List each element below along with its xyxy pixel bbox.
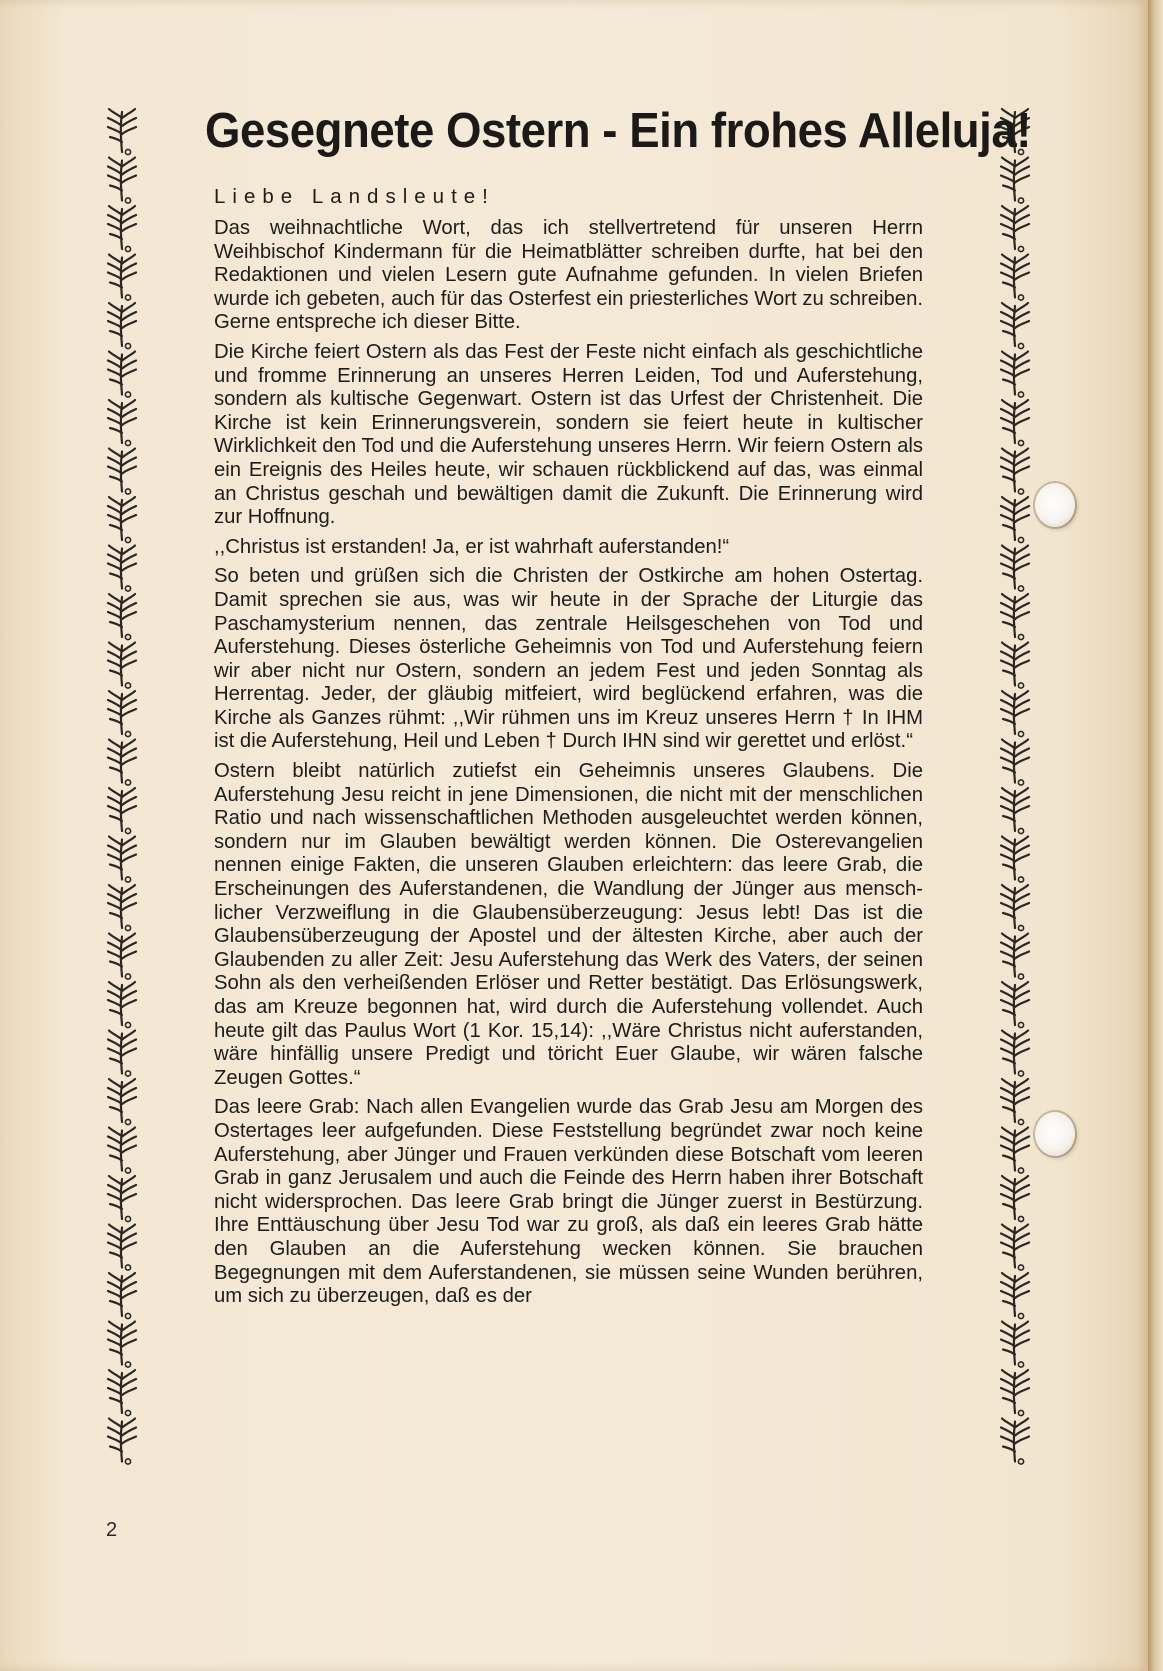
palm-branch-icon <box>108 400 136 446</box>
palm-branch-icon <box>108 1128 136 1174</box>
palm-branch-icon <box>108 1176 136 1222</box>
palm-branch-icon <box>1001 885 1029 931</box>
palm-branch-icon <box>108 1322 136 1368</box>
palm-branch-icon <box>108 1370 136 1416</box>
punch-hole <box>1035 1112 1075 1156</box>
palm-branch-icon <box>108 255 136 301</box>
palm-branch-icon <box>108 158 136 204</box>
paragraph: Das leere Grab: Nach allen Evangelien wurde das Grab Jesu am Morgen des Ostertages leer aufgefunden. Diese Feststellung begründet zwar noch keine Auferstehung, aber Jünger und Frauen verkünden diese Botschaft vom leeren Grab in ganz Jerusalem und auch die Feinde des Herrn haben ihrer Botschaft nicht widersprochen. Das leere Grab bringt die Jünger zuerst in Bestürzung. Ihre Enttäuschung über Jesu Tod war zu groß, als daß ein leeres Grab hätte den Glauben an die Auferstehung wecken können. Sie brauchen Begegnungen mit dem Auferstandenen, sie müssen seine Wunden berühren, um sich zu überzeugen, daß es der <box>214 1096 923 1308</box>
palm-branch-icon <box>1001 1225 1029 1271</box>
palm-branch-icon <box>1001 449 1029 495</box>
palm-branch-icon <box>1001 1322 1029 1368</box>
palm-branch-icon <box>1001 1176 1029 1222</box>
palm-branch-icon <box>108 352 136 398</box>
palm-branch-icon <box>1001 594 1029 640</box>
palm-branch-icon <box>1001 1419 1029 1465</box>
punch-hole <box>1035 483 1075 527</box>
palm-branch-icon <box>108 1031 136 1077</box>
palm-branch-icon <box>1001 255 1029 301</box>
paragraph: Die Kirche feiert Ostern als das Fest der Feste nicht einfach als geschichtliche und fromme Erinnerung an unseres Herren Leiden, Tod und Auferstehung, sondern als kultische Gegenwart. Ostern ist das Urfest der Christenheit. Die Kirche ist kein Erinnerungsverein, sondern sie feiert heute in kultischer Wirklichkeit den Tod und die Auferstehung unseres Herrn. Wir feiern Ostern als ein Ereignis des Heiles heute, wir schauen rückblickend auf das, was einmal an Christus geschah und bewältigen damit die Zukunft. Die Erinnerung wird zur Hoffnung. <box>214 340 923 529</box>
article-body <box>214 217 923 1315</box>
palm-branch-icon <box>108 1079 136 1125</box>
palm-branch-icon <box>1001 1128 1029 1174</box>
palm-branch-icon <box>108 594 136 640</box>
left-ornamental-border <box>106 108 138 1483</box>
palm-branch-icon <box>108 982 136 1028</box>
palm-branch-icon <box>106 108 138 1483</box>
palm-branch-icon <box>1001 158 1029 204</box>
palm-branch-icon <box>1001 1273 1029 1319</box>
palm-branch-icon <box>999 108 1031 1483</box>
palm-branch-icon <box>1001 691 1029 737</box>
palm-branch-icon <box>1001 740 1029 786</box>
palm-branch-icon <box>108 497 136 543</box>
palm-branch-icon <box>108 546 136 592</box>
palm-branch-icon <box>108 934 136 980</box>
page-edge <box>1148 0 1163 1671</box>
palm-branch-icon <box>1001 982 1029 1028</box>
page-number: 2 <box>106 1519 118 1541</box>
palm-branch-icon <box>1001 788 1029 834</box>
palm-branch-icon <box>108 788 136 834</box>
palm-branch-icon <box>1001 837 1029 883</box>
palm-branch-icon <box>1001 546 1029 592</box>
paragraph: So beten und grüßen sich die Christen der Ostkirche am hohen Ostertag. Damit sprechen sie aus, was wir heute in der Sprache der Liturgie das Paschamysterium nennen, das zentrale Heilsgeschehen von Tod und Auferstehung. Dieses österliche Geheimnis von Tod und Auferstehung feiern wir aber nicht nur Ostern, sondern an jedem Fest und jeden Sonntag als Herrentag. Jeder, der gläubig mitfeiert, wird beglückend erfahren, was die Kirche als Ganzes rühmt: ,,Wir rühmen uns im Kreuz unseres Herrn † In IHM ist die Auferstehung, Heil und Leben † Durch IHN sind wir gerettet und erlöst.“ <box>214 565 923 753</box>
palm-branch-icon <box>1001 643 1029 689</box>
palm-branch-icon <box>108 691 136 737</box>
palm-branch-icon <box>1001 1079 1029 1125</box>
palm-branch-icon <box>1001 934 1029 980</box>
right-ornamental-border <box>999 108 1031 1483</box>
palm-branch-icon <box>1001 497 1029 543</box>
palm-branch-icon <box>1001 1370 1029 1416</box>
palm-branch-icon <box>108 449 136 495</box>
palm-branch-icon <box>108 643 136 689</box>
palm-branch-icon <box>108 1419 136 1465</box>
palm-branch-icon <box>1001 303 1029 349</box>
palm-branch-icon <box>108 837 136 883</box>
palm-branch-icon <box>108 885 136 931</box>
palm-branch-icon <box>108 109 136 155</box>
paragraph: Das weihnachtliche Wort, das ich stellvertretend für unseren Herrn Weihbischof Kindermann für die Heimatblätter schreiben durfte, hat bei den Redaktionen und vielen Lesern gute Aufnahme gefunden. In vielen Briefen wurde ich gebeten, auch für das Osterfest ein priesterliches Wort zu schreiben. Gerne entspreche ich dieser Bitte. <box>214 217 923 334</box>
palm-branch-icon <box>108 1273 136 1319</box>
greeting: Liebe Landsleute! <box>214 185 495 208</box>
palm-branch-icon <box>1001 1031 1029 1077</box>
palm-branch-icon <box>108 303 136 349</box>
article-title: Gesegnete Ostern - Ein frohes Alleluja! <box>205 104 1031 158</box>
palm-branch-icon <box>1001 400 1029 446</box>
palm-branch-icon <box>108 206 136 252</box>
palm-branch-icon <box>108 1225 136 1271</box>
paragraph: ,,Christus ist erstanden! Ja, er ist wahrhaft auferstanden!“ <box>214 535 730 558</box>
palm-branch-icon <box>1001 352 1029 398</box>
palm-branch-icon <box>108 740 136 786</box>
paragraph: Ostern bleibt natürlich zutiefst ein Geheimnis unseres Glaubens. Die Auferstehung Jesu reicht in jene Dimensionen, die nicht mit der menschlichen Ratio und nach wissenschaftlichen Methoden ausgeleuchtet werden können, sondern nur im Glauben bewältigt werden können. Die Osterevangelien nennen einige Fakten, die unseren Glauben erleichtern: das leere Grab, die Erscheinungen des Auferstandenen, die Wandlung der Jünger aus menschlicher Verzweiflung in die Glaubensüberzeugung: Jesus lebt! Das ist die Glaubensüberzeugung der Apostel und der ältesten Kirche, aber auch der Glaubenden zu aller Zeit: Jesu Auferstehung das Werk des Vaters, der seinen Sohn als den verheißenden Erlöser und Retter bestätigt. Das Erlösungswerk, das am Kreuze begonnen hat, wird durch die Auferstehung vollendet. Auch heute gilt das Paulus Wort (1 Kor. 15,14): ,,Wäre Christus nicht auferstanden, wäre hinfällig unsere Predigt und töricht Euer Glaube, wir wären falsche Zeugen Gottes.“ <box>214 760 923 1089</box>
palm-branch-icon <box>1001 206 1029 252</box>
